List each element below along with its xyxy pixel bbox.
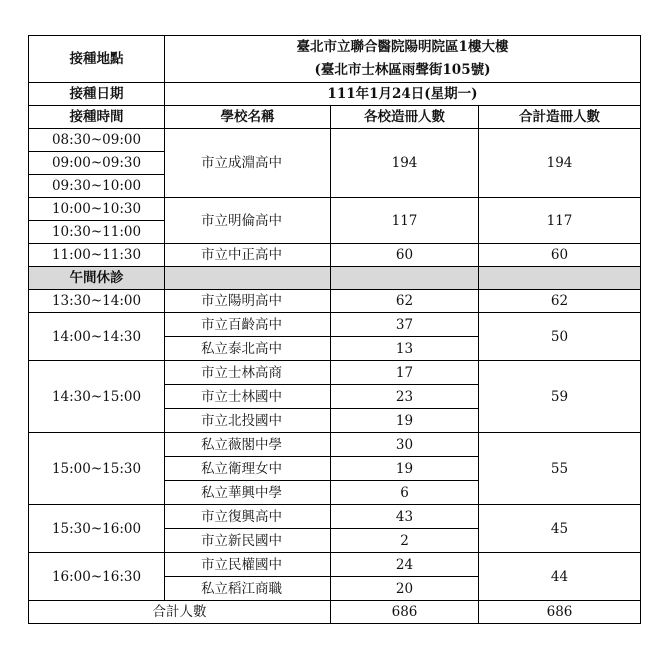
count-cell: 6 xyxy=(331,481,479,505)
school-cell: 市立民權國中 xyxy=(165,553,331,577)
summary-label: 合計人數 xyxy=(29,601,331,624)
school-cell: 市立士林國中 xyxy=(165,385,331,409)
time-cell: 15:00~15:30 xyxy=(29,433,165,505)
table-row xyxy=(29,433,641,457)
summary-total: 686 xyxy=(479,601,641,624)
column-header-school: 學校名稱 xyxy=(165,106,331,129)
count-cell: 23 xyxy=(331,385,479,409)
total-cell: 62 xyxy=(479,290,641,313)
date-label: 接種日期 xyxy=(29,83,165,106)
count-cell: 17 xyxy=(331,361,479,385)
table-row xyxy=(29,290,641,313)
empty-cell xyxy=(479,267,641,290)
count-cell: 19 xyxy=(331,457,479,481)
school-cell: 市立北投國中 xyxy=(165,409,331,433)
school-cell: 市立士林高商 xyxy=(165,361,331,385)
school-cell: 私立泰北高中 xyxy=(165,337,331,361)
column-header-time: 接種時間 xyxy=(29,106,165,129)
count-cell: 24 xyxy=(331,553,479,577)
total-cell: 194 xyxy=(479,129,641,198)
time-cell: 10:30~11:00 xyxy=(29,221,165,244)
time-cell: 09:00~09:30 xyxy=(29,152,165,175)
total-cell: 50 xyxy=(479,313,641,361)
table-row xyxy=(29,244,641,267)
total-cell: 60 xyxy=(479,244,641,267)
time-cell: 09:30~10:00 xyxy=(29,175,165,198)
table-row xyxy=(29,361,641,385)
total-cell: 59 xyxy=(479,361,641,433)
school-cell: 市立復興高中 xyxy=(165,505,331,529)
school-cell: 市立百齡高中 xyxy=(165,313,331,337)
date-value: 111年1月24日(星期一) xyxy=(165,83,641,106)
count-cell: 13 xyxy=(331,337,479,361)
count-cell: 30 xyxy=(331,433,479,457)
total-cell: 117 xyxy=(479,198,641,244)
school-cell: 私立薇閣中學 xyxy=(165,433,331,457)
table-row xyxy=(29,505,641,529)
count-cell: 194 xyxy=(331,129,479,198)
time-cell: 14:30~15:00 xyxy=(29,361,165,433)
column-header-count: 各校造冊人數 xyxy=(331,106,479,129)
location-label: 接種地點 xyxy=(29,36,165,83)
time-cell: 10:00~10:30 xyxy=(29,198,165,221)
school-cell: 市立陽明高中 xyxy=(165,290,331,313)
count-cell: 43 xyxy=(331,505,479,529)
school-cell: 私立華興中學 xyxy=(165,481,331,505)
empty-cell xyxy=(331,267,479,290)
time-cell: 11:00~11:30 xyxy=(29,244,165,267)
count-cell: 20 xyxy=(331,577,479,601)
count-cell: 62 xyxy=(331,290,479,313)
location-line-2: (臺北市士林區雨聲街105號) xyxy=(314,62,491,78)
school-cell: 市立新民國中 xyxy=(165,529,331,553)
summary-count: 686 xyxy=(331,601,479,624)
location-value xyxy=(165,36,641,83)
count-cell: 60 xyxy=(331,244,479,267)
date-row xyxy=(29,83,641,106)
school-cell: 私立衛理女中 xyxy=(165,457,331,481)
time-cell: 08:30~09:00 xyxy=(29,129,165,152)
table-row xyxy=(29,198,641,221)
count-cell: 117 xyxy=(331,198,479,244)
summary-row xyxy=(29,601,641,624)
column-header-row xyxy=(29,106,641,129)
time-cell: 15:30~16:00 xyxy=(29,505,165,553)
vaccination-schedule-table xyxy=(28,35,641,624)
count-cell: 2 xyxy=(331,529,479,553)
table-row xyxy=(29,313,641,337)
column-header-total: 合計造冊人數 xyxy=(479,106,641,129)
count-cell: 19 xyxy=(331,409,479,433)
school-cell: 市立中正高中 xyxy=(165,244,331,267)
school-cell: 私立稻江商職 xyxy=(165,577,331,601)
total-cell: 44 xyxy=(479,553,641,601)
lunch-break-row xyxy=(29,267,641,290)
table-row xyxy=(29,129,641,152)
school-cell: 市立成淵高中 xyxy=(165,129,331,198)
location-row xyxy=(29,36,641,83)
time-cell: 14:00~14:30 xyxy=(29,313,165,361)
time-cell: 16:00~16:30 xyxy=(29,553,165,601)
total-cell: 45 xyxy=(479,505,641,553)
time-cell: 13:30~14:00 xyxy=(29,290,165,313)
location-line-1: 臺北市立聯合醫院陽明院區1樓大樓 xyxy=(296,39,509,55)
table-row xyxy=(29,553,641,577)
lunch-break-label: 午間休診 xyxy=(29,267,165,290)
total-cell: 55 xyxy=(479,433,641,505)
school-cell: 市立明倫高中 xyxy=(165,198,331,244)
empty-cell xyxy=(165,267,331,290)
count-cell: 37 xyxy=(331,313,479,337)
